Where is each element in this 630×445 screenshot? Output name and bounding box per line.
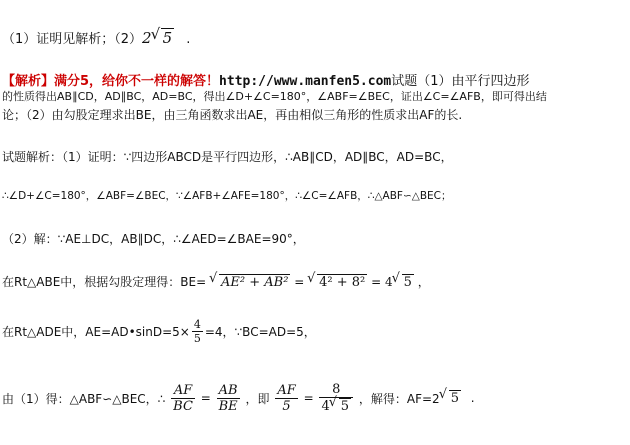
- s6-f2-den: BE: [218, 398, 238, 414]
- answer-sqrt: √ 5: [161, 28, 175, 47]
- solution-line-6: [2, 382, 475, 414]
- s4-radical-3: √ 5: [402, 274, 414, 290]
- s6-eq-2: =: [303, 391, 314, 405]
- s4-prefix: 在Rt△ABE中，根据勾股定理得：BE=: [2, 275, 207, 289]
- s6-fraction-1: [171, 383, 195, 414]
- s4-eq-2: = 4: [371, 274, 393, 289]
- analysis-line-3: 论；（2）由勾股定理求出BE，由三角函数求出AE，再由相似三角形的性质求出AF的长.: [2, 108, 463, 122]
- analysis-url[interactable]: http://www.manfen5.com: [219, 74, 392, 89]
- solution-line-1: 试题解析：（1）证明：∵四边形ABCD是平行四边形，∴AB∥CD，AD∥BC，AD=BC，: [2, 150, 453, 164]
- s6-fraction-3: [275, 383, 297, 414]
- s6-radical: √ 5: [449, 390, 461, 406]
- s4-end: ，: [417, 275, 430, 289]
- answer-period: .: [186, 32, 191, 47]
- s6-f2-num: AB: [217, 383, 240, 399]
- s6-fraction-4: [319, 382, 353, 414]
- s4-eq-1: =: [294, 274, 305, 289]
- analysis-tag: 【解析】满分5，给你不一样的解答！: [2, 74, 220, 89]
- s6-f4-den-radical: √ 5: [339, 398, 351, 414]
- s5-fraction: [192, 318, 203, 345]
- solution-line-2: ∴∠D+∠C=180°，∠ABF=∠BEC，∵∠AFB+∠AFE=180°，∴∠C=∠AFB，∴△ABF∽△BEC；: [2, 190, 452, 202]
- s6-f3-den: 5: [282, 398, 291, 414]
- s5-denominator: 5: [193, 332, 201, 345]
- solution-line-5: [2, 318, 316, 345]
- s6-mid: ，即: [245, 391, 270, 406]
- answer-coef: 2: [142, 29, 152, 47]
- s6-f3-num: AF: [277, 382, 296, 398]
- answer-line: [2, 28, 190, 47]
- s6-prefix: 由（1）得：△ABF∽△BEC，∴: [2, 391, 166, 406]
- s5-prefix: 在Rt△ADE中，AE=AD•sinD=5×: [2, 325, 190, 339]
- analysis-line-2: 的性质得出AB∥CD，AD∥BC，AD=BC，得出∠D+∠C=180°，∠ABF=∠BEC，证出∠C=∠AFB，即可得出结: [2, 90, 547, 103]
- analysis-line-1: [2, 70, 530, 89]
- s6-f4-num: 8: [319, 382, 353, 398]
- s4-radical-1: √ AE² + AB²: [219, 274, 290, 290]
- solution-line-3: （2）解：∵AE⊥DC，AB∥DC，∴∠AED=∠BAE=90°，: [2, 232, 305, 246]
- s5-post: =4，∵BC=AD=5，: [204, 325, 316, 339]
- s6-eq-1: =: [200, 391, 211, 405]
- s6-f4-den-coef: 4: [321, 399, 330, 414]
- s5-numerator: 4: [193, 318, 201, 331]
- analysis-l1-rest: 试题（1）由平行四边形: [391, 74, 530, 89]
- s6-f1-num: AF: [171, 383, 195, 399]
- solution-line-4: [2, 273, 430, 290]
- s6-f4-den: [319, 398, 353, 414]
- s6-solve: ，解得：AF=2: [358, 391, 440, 406]
- s6-f1-den: BC: [173, 398, 193, 414]
- s4-radical-2: √ 4² + 8²: [317, 274, 367, 290]
- answer-text: （1）证明见解析；（2）: [2, 32, 143, 47]
- s6-fraction-2: [217, 383, 240, 414]
- s6-end: .: [470, 391, 475, 405]
